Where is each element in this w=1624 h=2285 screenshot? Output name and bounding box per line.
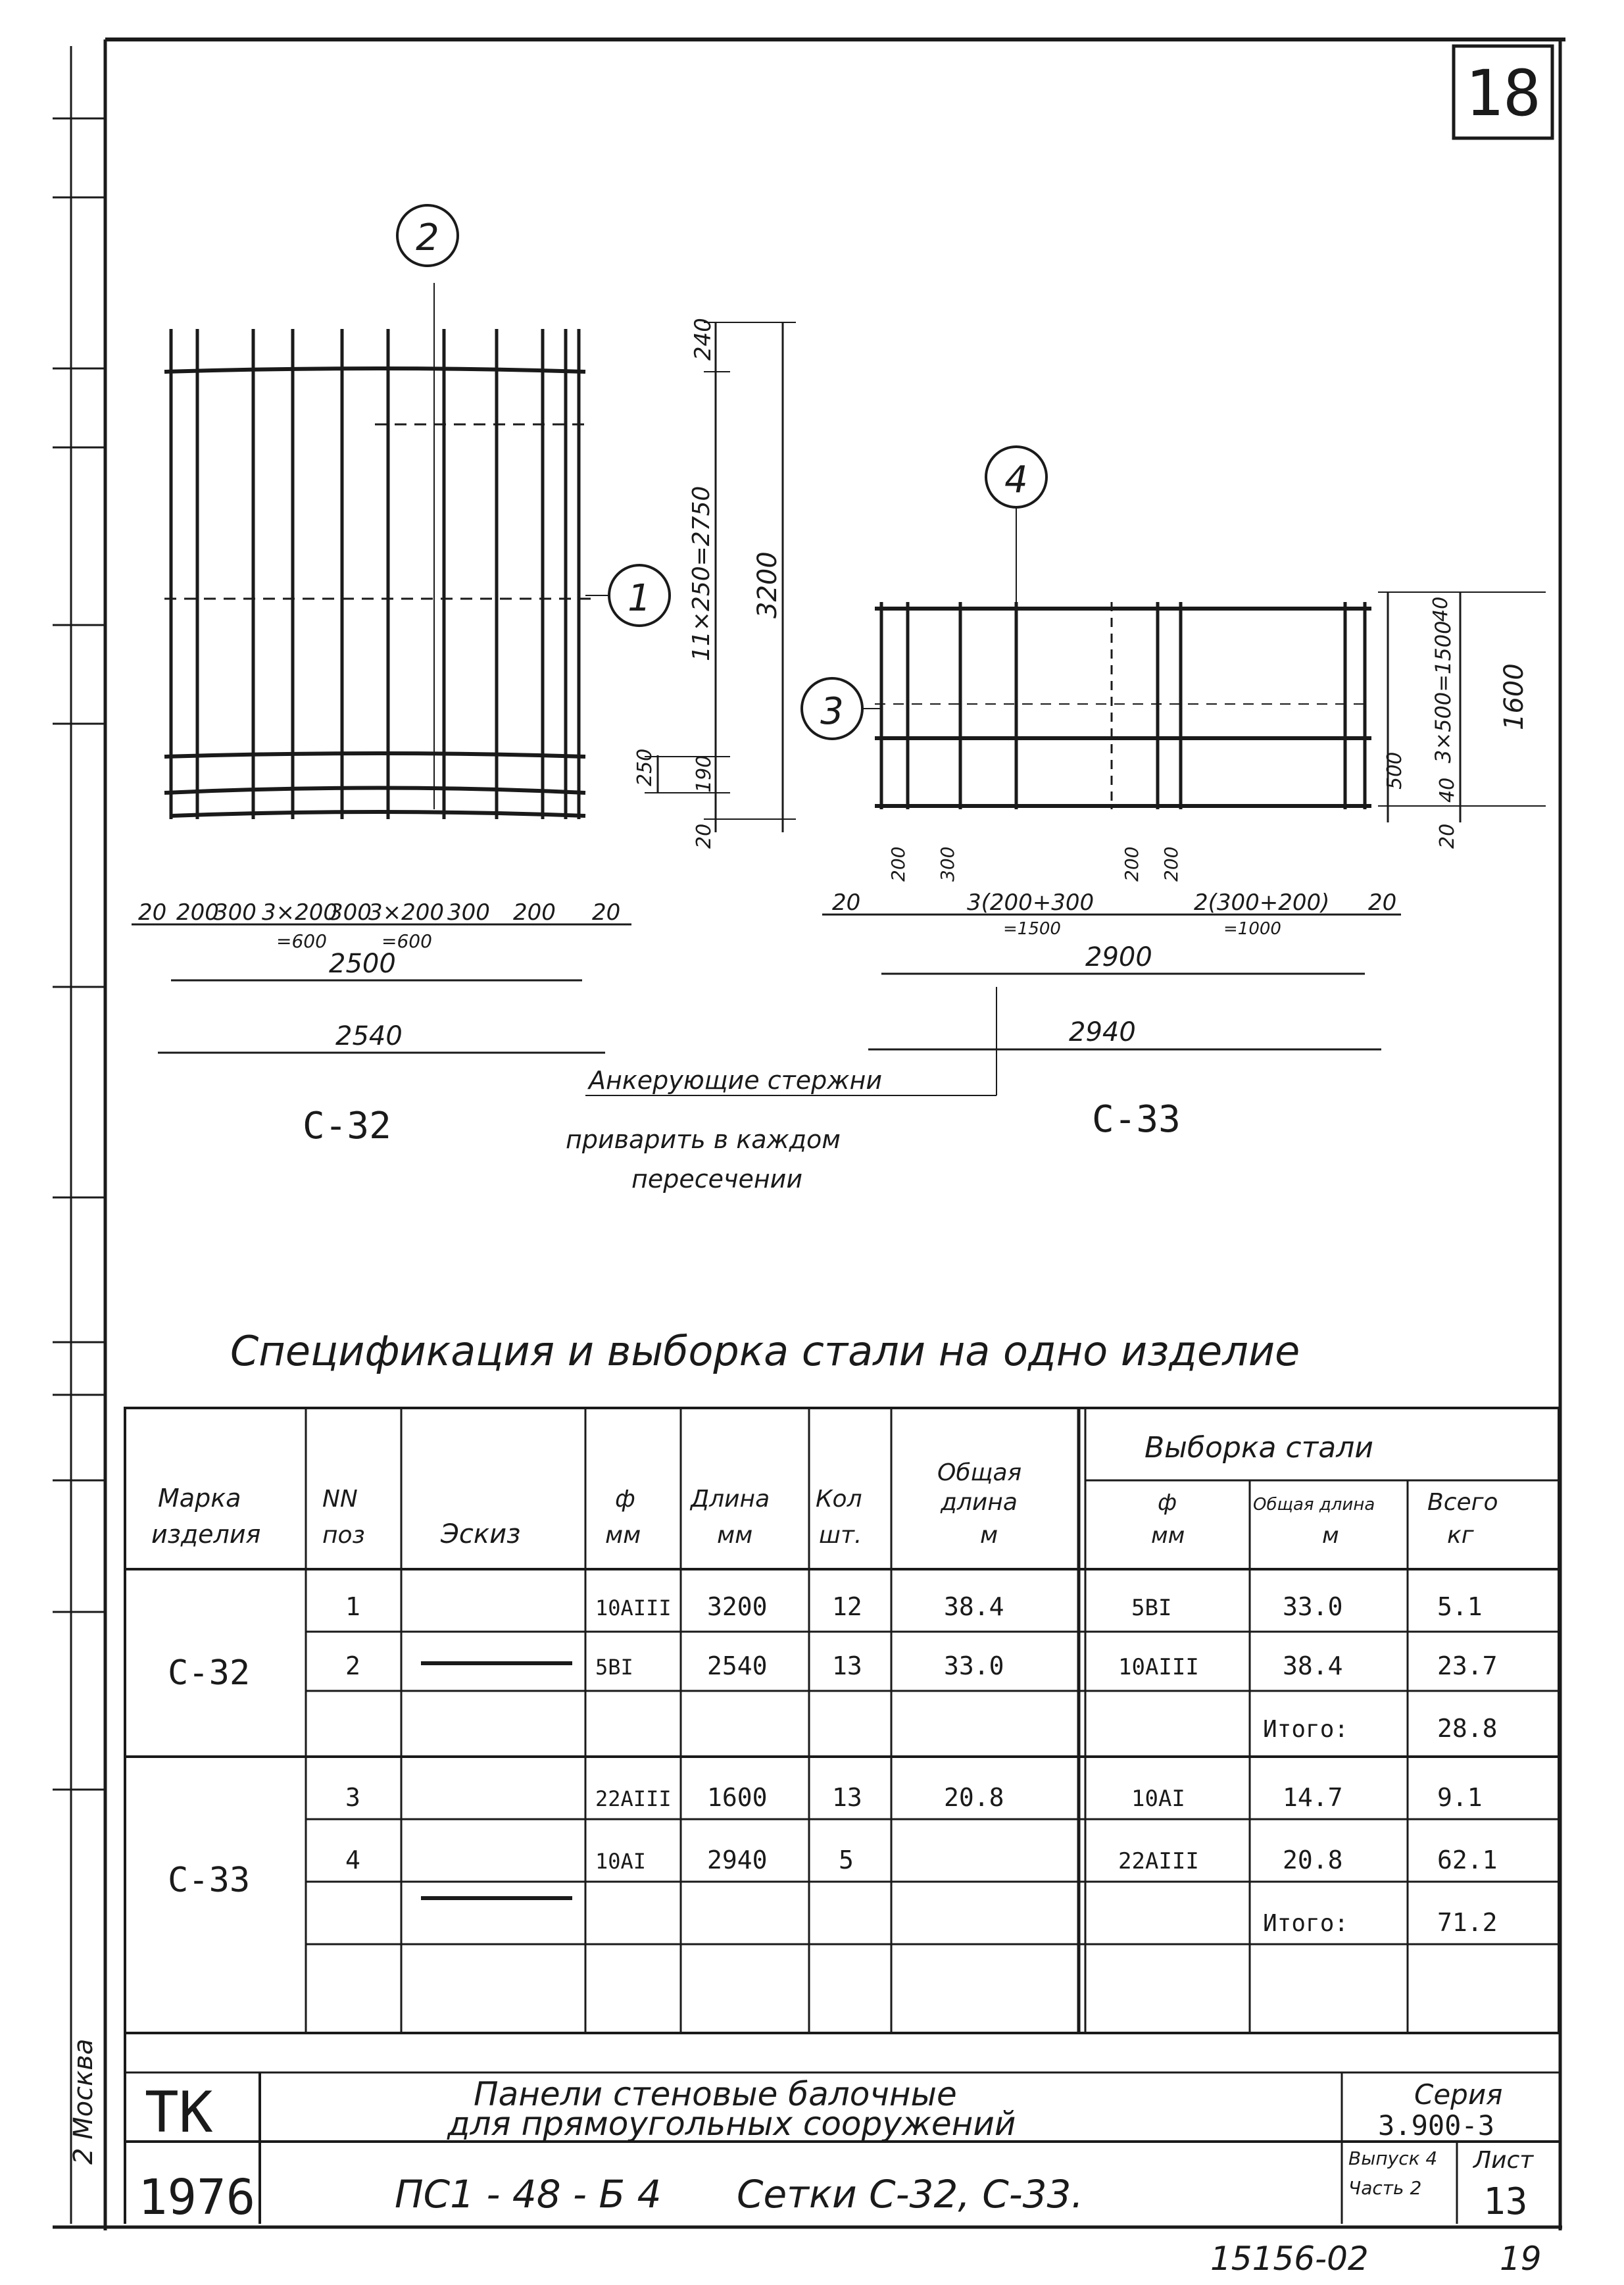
- title-block: [125, 2033, 1559, 2226]
- svg-text:20: 20: [592, 899, 621, 926]
- c32-dim-20: 20: [693, 823, 716, 849]
- svg-text:300: 300: [447, 899, 490, 926]
- mesh-c33-drawing: [802, 447, 1546, 1141]
- year-label: 1976: [138, 2169, 256, 2226]
- drawing-title-1: Панели стеновые балочные: [474, 2075, 957, 2113]
- c33-dim-20: 20: [1436, 823, 1459, 849]
- c33-bottom-dim-labels: [832, 847, 1396, 939]
- sheet-label: Лист: [1473, 2147, 1534, 2174]
- c32-dim-span: 11×250=2750: [688, 486, 715, 661]
- c33-drawing-label: С-33: [1092, 1098, 1181, 1141]
- spec-table-header: [151, 1431, 1498, 1549]
- svg-text:20.8: 20.8: [1283, 1846, 1343, 1874]
- svg-text:10АIII: 10АIII: [595, 1595, 672, 1620]
- svg-text:ф: ф: [615, 1486, 635, 1513]
- corner-number: 18: [1465, 57, 1541, 130]
- svg-text:2540: 2540: [707, 1651, 768, 1680]
- svg-text:5ВI: 5ВI: [595, 1655, 633, 1680]
- svg-text:2940: 2940: [707, 1846, 768, 1874]
- c33-pos-3-callout: 3: [820, 690, 844, 733]
- svg-text:мм: мм: [717, 1522, 753, 1549]
- svg-text:приварить в каждом: приварить в каждом: [566, 1125, 841, 1154]
- svg-text:=600: =600: [276, 930, 327, 952]
- svg-text:20: 20: [832, 890, 861, 916]
- c33-dim-500: 500: [1383, 751, 1406, 790]
- svg-text:кг: кг: [1447, 1522, 1474, 1549]
- svg-text:Анкерующие стержни: Анкерующие стержни: [589, 1066, 883, 1095]
- svg-text:33.0: 33.0: [1283, 1592, 1343, 1621]
- mesh-c32-drawing: [132, 205, 796, 1147]
- svg-text:3×200: 3×200: [368, 899, 445, 926]
- svg-text:200: 200: [513, 899, 556, 926]
- svg-text:м: м: [1322, 1522, 1339, 1549]
- org-label: ТК: [145, 2080, 213, 2146]
- svg-text:20: 20: [138, 899, 167, 926]
- c32-bottom-dim-labels: [138, 899, 620, 952]
- svg-text:9.1: 9.1: [1437, 1783, 1483, 1812]
- svg-text:3: 3: [345, 1783, 360, 1812]
- c32-dim-top: 240: [690, 318, 716, 361]
- svg-text:3×200: 3×200: [262, 899, 338, 926]
- svg-text:Итого:: Итого:: [1263, 1910, 1349, 1937]
- sheet-value: 13: [1483, 2180, 1528, 2223]
- svg-text:=1500: =1500: [1003, 919, 1061, 939]
- svg-text:2(300+200): 2(300+200): [1194, 890, 1330, 916]
- c32-drawing-label: С-32: [303, 1105, 391, 1147]
- svg-text:Эскиз: Эскиз: [441, 1519, 521, 1549]
- table-group-c33: [168, 1783, 1498, 1937]
- svg-text:Выборка стали: Выборка стали: [1144, 1431, 1373, 1465]
- svg-text:Марка: Марка: [158, 1484, 241, 1513]
- c32-dim-250: 250: [633, 748, 656, 786]
- svg-text:38.4: 38.4: [944, 1592, 1004, 1621]
- svg-text:3(200+300: 3(200+300: [967, 890, 1095, 916]
- drawing-code: ПС1 - 48 - Б 4: [395, 2172, 662, 2217]
- part-label: Часть 2: [1348, 2177, 1422, 2199]
- issue-label: Выпуск 4: [1348, 2147, 1438, 2169]
- svg-text:10АI: 10АI: [595, 1849, 647, 1874]
- svg-text:1: 1: [345, 1592, 360, 1621]
- page-number: 19: [1500, 2240, 1542, 2278]
- margin-city-label: 2 Москва: [68, 2038, 99, 2165]
- svg-text:Итого:: Итого:: [1263, 1716, 1349, 1743]
- svg-text:13: 13: [832, 1783, 862, 1812]
- svg-text:200: 200: [887, 846, 909, 882]
- c32-dim-190: 190: [693, 755, 716, 793]
- svg-text:2: 2: [345, 1651, 360, 1680]
- c33-dim-height: 1600: [1499, 663, 1529, 730]
- svg-text:22АIII: 22АIII: [1118, 1848, 1199, 1874]
- c32-pos-1-callout: 1: [627, 577, 651, 620]
- svg-text:мм: мм: [1151, 1522, 1185, 1549]
- svg-text:300: 300: [329, 899, 372, 926]
- c32-pos-2-callout: 2: [416, 216, 439, 259]
- left-margin-strip: [53, 46, 105, 2224]
- svg-text:12: 12: [832, 1592, 862, 1621]
- svg-text:200: 200: [176, 899, 219, 926]
- c33-dim-40-top: 40: [1429, 596, 1452, 622]
- table-row: [1263, 1908, 1498, 1937]
- table-row: [345, 1592, 1483, 1621]
- drawing-title-2: для прямоугольных сооружений: [447, 2105, 1016, 2143]
- svg-text:NN: NN: [322, 1486, 358, 1513]
- svg-text:14.7: 14.7: [1283, 1783, 1343, 1812]
- c33-total-outer: 2940: [1069, 1017, 1136, 1047]
- svg-text:изделия: изделия: [151, 1520, 261, 1549]
- svg-text:Кол: Кол: [816, 1486, 862, 1513]
- svg-text:22АIII: 22АIII: [595, 1786, 672, 1811]
- svg-text:300: 300: [214, 899, 257, 926]
- table-row: [345, 1783, 1483, 1812]
- svg-text:Общая длина: Общая длина: [1253, 1495, 1375, 1515]
- table-row: [1263, 1714, 1498, 1743]
- svg-text:200: 200: [1121, 846, 1143, 882]
- svg-text:200: 200: [1160, 846, 1182, 882]
- svg-text:Общая: Общая: [937, 1459, 1022, 1486]
- spec-title: Спецификация и выборка стали на одно изделие: [230, 1327, 1300, 1375]
- series-value: 3.900-3: [1378, 2109, 1495, 2142]
- svg-text:длина: длина: [941, 1489, 1018, 1516]
- c32-total-inner: 2500: [329, 949, 396, 979]
- svg-text:пересечении: пересечении: [631, 1165, 803, 1193]
- svg-text:шт.: шт.: [819, 1522, 862, 1549]
- svg-text:71.2: 71.2: [1437, 1908, 1498, 1937]
- c32-dim-height: 3200: [752, 551, 783, 618]
- svg-text:Всего: Всего: [1427, 1489, 1498, 1516]
- svg-text:10АIII: 10АIII: [1118, 1654, 1199, 1680]
- c33-dim-span: 3×500=1500: [1431, 620, 1456, 763]
- svg-text:13: 13: [832, 1651, 862, 1680]
- anchor-note: [566, 987, 997, 1193]
- svg-text:поз: поз: [322, 1522, 365, 1549]
- svg-text:38.4: 38.4: [1283, 1651, 1343, 1680]
- svg-text:4: 4: [345, 1846, 360, 1874]
- svg-text:5.1: 5.1: [1437, 1592, 1483, 1621]
- svg-text:28.8: 28.8: [1437, 1714, 1498, 1743]
- svg-text:300: 300: [937, 846, 958, 882]
- c33-total-inner: 2900: [1085, 942, 1152, 972]
- c33-dim-40-bot: 40: [1436, 777, 1459, 803]
- group-mark: С-33: [168, 1861, 251, 1900]
- svg-text:5: 5: [839, 1846, 854, 1874]
- drawing-subject: Сетки С-32, С-33.: [737, 2172, 1083, 2217]
- svg-text:10АI: 10АI: [1131, 1786, 1185, 1812]
- svg-text:=1000: =1000: [1223, 919, 1281, 939]
- corner-number-box: [1454, 46, 1552, 138]
- svg-text:Длина: Длина: [691, 1486, 770, 1513]
- svg-text:мм: мм: [605, 1522, 641, 1549]
- svg-text:м: м: [980, 1522, 998, 1549]
- svg-text:3200: 3200: [707, 1592, 768, 1621]
- spec-table: [125, 1408, 1559, 2033]
- group-mark: С-32: [168, 1653, 251, 1693]
- table-group-c32: [168, 1592, 1498, 1743]
- table-row: [345, 1846, 1498, 1874]
- c33-pos-4-callout: 4: [1004, 459, 1028, 501]
- svg-text:=600: =600: [381, 930, 432, 952]
- doc-number: 15156-02: [1210, 2240, 1369, 2278]
- svg-text:62.1: 62.1: [1437, 1846, 1498, 1874]
- series-label: Серия: [1414, 2078, 1503, 2111]
- svg-text:20.8: 20.8: [944, 1783, 1004, 1812]
- svg-text:1600: 1600: [707, 1783, 768, 1812]
- svg-text:ф: ф: [1158, 1490, 1177, 1516]
- table-row: [345, 1651, 1498, 1680]
- svg-text:5ВI: 5ВI: [1131, 1595, 1172, 1621]
- c32-total-outer: 2540: [335, 1021, 403, 1051]
- svg-text:33.0: 33.0: [944, 1651, 1004, 1680]
- svg-text:20: 20: [1368, 890, 1397, 916]
- svg-text:23.7: 23.7: [1437, 1651, 1498, 1680]
